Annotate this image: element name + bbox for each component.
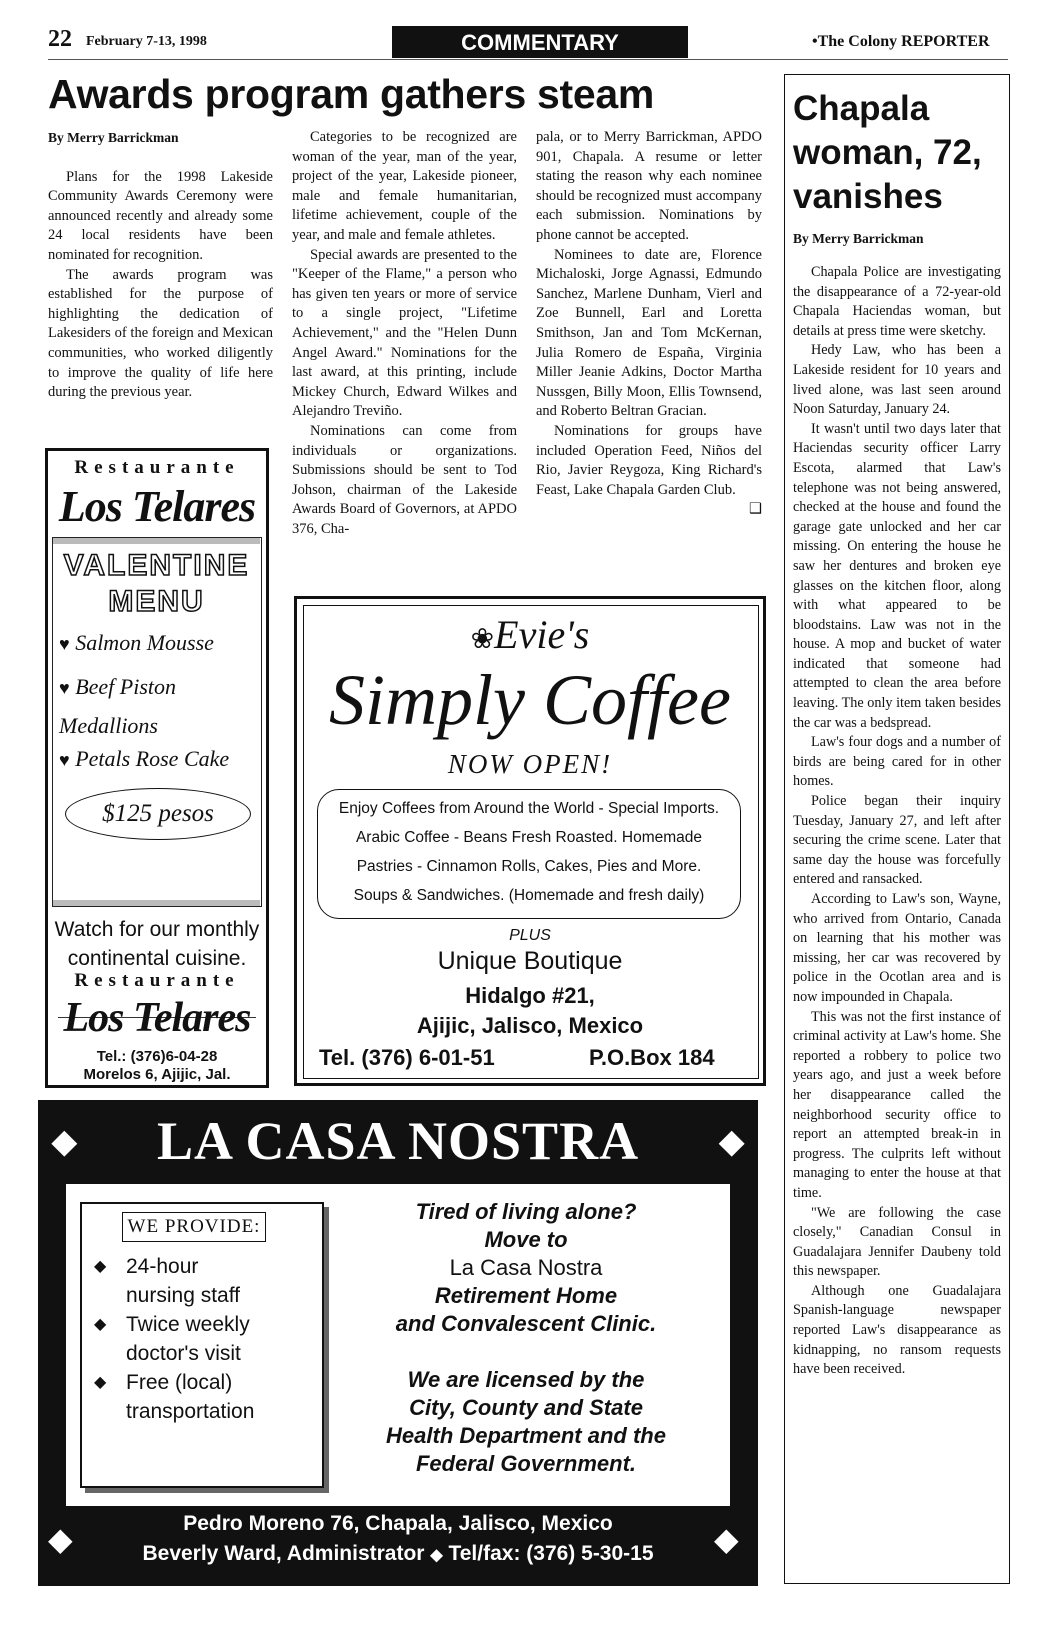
chapala-paragraph: Hedy Law, who has been a Lakeside resident for 10 years and lived alone, was last seen around Noon Saturday, January 24.	[793, 342, 1001, 418]
provide-bullet-text: Free (local) transportation	[126, 1371, 255, 1423]
valentine-panel-shade	[53, 900, 260, 906]
pitch-line: Move to	[484, 1227, 568, 1252]
awards-paragraph: Plans for the 1998 Lakeside Community Awards Ceremony were announced recently and already some 24 local residents have been nominated for recognition.	[48, 168, 273, 263]
license-line: We are licensed by the	[407, 1367, 645, 1392]
price-badge	[65, 788, 251, 840]
page-number: 22	[48, 26, 72, 52]
pitch-line: La Casa Nostra	[449, 1255, 603, 1280]
chapala-paragraph: Police began their inquiry Tuesday, January 27, and left after securing the crime scene. Later that same day the house was forcefully entered and ransacked.	[793, 793, 1001, 888]
page-header	[0, 0, 1057, 60]
awards-paragraph: Nominations can come from individuals or organizations. Submissions should be sent to Tod Johson, chairman of the Lakeside Awards Board of Governors, at APDO 376, Cha-	[292, 422, 517, 537]
chapala-headline	[785, 75, 1009, 219]
menu-item	[59, 630, 259, 656]
chapala-article-box	[784, 74, 1010, 1584]
nostra-footer-contact	[38, 1542, 758, 1566]
plus-label: PLUS	[509, 927, 551, 944]
chapala-headline-line: Chapala	[793, 89, 930, 128]
heart-icon: ♥	[59, 678, 70, 698]
diamond-icon: ◆	[52, 1123, 77, 1159]
restaurante-label-2: Restaurante	[74, 970, 240, 991]
awards-paragraph: Nominees to date are, Florence Michaloski, Jorge Agnassi, Edmundo Sanchez, Marlene Dunham, Vierl and Zoe Bunnell, Earl and Loretta Smithson, Jan and Tom McKernan, Julia Romero de España, Virginia Miller Jeanie Adkins, Doctor Martha Nussgen, Billy Moon, Ellis Townsend, and Roberto Beltran Gracian.	[536, 246, 762, 420]
offer-line: Arabic Coffee - Beans Fresh Roasted. Homemade	[355, 829, 703, 846]
chapala-paragraph: It wasn't until two days later that Haciendas security officer Larry Escota, alarmed that Law's telephone was not being answered, checked at the house and found the garage gate unlocked and her car missing. On entering the house he saw her dentures and broken eye glasses on the kitchen floor, along with what appeared to be bloodstains. Law was not in the house. A mop and bucket of water indicated that someone had attempted to clean the area before leaving. The only item taken besides the car was a bedspread.	[793, 420, 1001, 731]
provide-bullet-text: Twice weekly doctor's visit	[126, 1313, 250, 1365]
evies-label	[297, 611, 763, 658]
pitch-line: Tired of living alone?	[415, 1199, 637, 1224]
pitch-line: Retirement Home	[434, 1283, 618, 1308]
los-telares-logo-2: Los Telares	[63, 995, 251, 1041]
awards-column-1	[48, 128, 273, 403]
chapala-body	[785, 247, 1009, 1380]
provide-bullet	[94, 1310, 314, 1368]
menu-item-text: Petals Rose Cake	[75, 746, 230, 771]
diamond-icon: ◆	[719, 1123, 744, 1159]
telares-phone: Tel.: (376)6-04-28	[96, 1048, 218, 1065]
nostra-license	[334, 1366, 718, 1478]
administrator-text: Beverly Ward, Administrator	[142, 1542, 425, 1565]
provide-bullet-text: 24-hour nursing staff	[126, 1255, 241, 1307]
heart-icon: ♥	[59, 634, 70, 654]
awards-paragraph: pala, or to Merry Barrickman, APDO 901, Chapala. A resume or letter stating the reason why each nominee should be recognized must accompany each submission. Nominations by phone cannot be accepted.	[536, 129, 762, 243]
chapala-paragraph: According to Law's son, Wayne, who arrived from Ontario, Canada on learning that his mother was missing, her car was recovered by police in the Ocotlan area and is now impounded in Chapala.	[793, 891, 1001, 1005]
diamond-bullet-icon: ◆	[94, 1374, 107, 1391]
publication-dot: •	[812, 33, 818, 50]
awards-paragraph	[536, 422, 762, 518]
chapala-paragraph: "We are following the case closely," Canadian Consul in Guadalajara Jennifer Daubeny told this newspaper.	[793, 1204, 1001, 1280]
coffee-offer-box	[317, 789, 741, 919]
issue-date: February 7-13, 1998	[86, 34, 207, 49]
offer-line: Pastries - Cinnamon Rolls, Cakes, Pies and More.	[356, 858, 702, 875]
chapala-paragraph: Chapala Police are investigating the disappearance of a 72-year-old Chapala Haciendas woman, but details at press time were sketchy.	[793, 264, 1001, 339]
diamond-icon: ◆	[48, 1521, 73, 1557]
diamond-bullet-icon: ◆	[94, 1316, 107, 1333]
nostra-title: LA CASA NOSTRA	[156, 1111, 640, 1171]
menu-item-text: Salmon Mousse	[75, 630, 214, 655]
la-casa-nostra-ad	[38, 1100, 758, 1586]
awards-paragraph-text: Nominations for groups have included Operation Feed, Niños del Rio, Javier Reygoza, King Richard's Feast, Lake Chapala Garden Club.	[536, 422, 762, 498]
menu-item	[59, 746, 259, 772]
we-provide-box	[80, 1202, 324, 1488]
diamond-bullet-icon: ◆	[94, 1258, 107, 1275]
nostra-title-bar	[38, 1106, 758, 1176]
header-rule	[48, 59, 1008, 60]
offer-line: Soups & Sandwiches. (Homemade and fresh daily)	[353, 887, 705, 904]
publication-name-text: The Colony REPORTER	[817, 33, 990, 50]
awards-paragraph: Special awards are presented to the "Keeper of the Flame," a person who has given ten years or more of service to a single project, "Lifetime Achievement," and the "Helen Dunn Angel Award." Nominations for the last award, at this printing, include Mickey Church, Edward Wilkes and Alejandro Treviño.	[292, 246, 517, 420]
awards-column-3	[536, 128, 762, 520]
section-label-text: COMMENTARY	[461, 30, 619, 55]
offer-line: Enjoy Coffees from Around the World - Special Imports.	[338, 800, 720, 817]
pitch-line: and Convalescent Clinic.	[395, 1311, 657, 1336]
restaurante-label: Restaurante	[74, 457, 240, 478]
chapala-byline: By Merry Barrickman	[793, 231, 924, 246]
license-line: City, County and State	[409, 1395, 643, 1420]
awards-column-2	[292, 128, 517, 539]
coffee-address-1: Hidalgo #21,	[465, 983, 595, 1008]
we-provide-label	[122, 1212, 266, 1242]
chapala-paragraph: Law's four dogs and a number of birds are being cared for in other homes.	[793, 734, 1001, 790]
license-line: Health Department and the	[386, 1423, 666, 1448]
valentine-panel	[52, 537, 262, 907]
coffee-address-2: Ajijic, Jalisco, Mexico	[416, 1013, 644, 1038]
awards-byline: By Merry Barrickman	[48, 130, 179, 145]
end-mark: ❑	[749, 501, 762, 518]
diamond-icon: ◆	[430, 1547, 443, 1564]
chapala-paragraph: Although one Guadalajara Spanish-language newspaper reported Law's disappearance as kidnapping, no ransom requests have been received.	[793, 1282, 1001, 1378]
awards-headline: Awards program gathers steam	[48, 71, 655, 117]
valentine-panel-shade	[53, 538, 260, 544]
chapala-headline-line: woman, 72,	[793, 133, 982, 172]
valentine-heading: VALENTINE	[63, 549, 250, 582]
awards-paragraph: Categories to be recognized are woman of the year, man of the year, project of the year, Lakeside pioneer, male and female humanitarian, lifetime achievement, couple of the year, and male and female athletes.	[292, 129, 517, 243]
flower-icon: ❀	[470, 624, 495, 655]
now-open-label: NOW OPEN!	[447, 749, 613, 779]
nostra-content-panel	[66, 1184, 730, 1506]
chapala-paragraph: This was not the first instance of criminal activity at Law's home. She reported a robbery to police two years ago, and just a week before her disappearance called the neighborhood security office to report an attempted break-in in progress. The culprits left without managing to enter the house at that time.	[793, 1008, 1001, 1201]
awards-paragraph: The awards program was established for the purpose of highlighting the dedication of Lakesiders of the foreign and Mexican communities, who worked diligently to improve the quality of life here during the previous year.	[48, 266, 273, 401]
menu-item	[59, 668, 259, 745]
los-telares-logo: Los Telares	[58, 482, 256, 531]
coffee-pobox: P.O.Box 184	[589, 1045, 715, 1070]
menu-heading: MENU	[108, 585, 205, 618]
telares-address: Morelos 6, Ajijic, Jal.	[83, 1066, 231, 1083]
unique-boutique-label: Unique Boutique	[437, 947, 623, 975]
nostra-footer-address: Pedro Moreno 76, Chapala, Jalisco, Mexico	[183, 1512, 613, 1535]
simply-coffee-ad	[294, 596, 766, 1086]
monthly-cuisine-note: Watch for our monthly continental cuisine.	[54, 918, 260, 970]
price-text: $125 pesos	[102, 800, 214, 827]
nostra-pitch	[334, 1198, 718, 1338]
section-label	[392, 26, 688, 58]
provide-bullet	[94, 1368, 314, 1426]
menu-item-text: Beef Piston Medallions	[59, 674, 176, 738]
we-provide-text: WE PROVIDE:	[127, 1216, 261, 1237]
simply-coffee-title: Simply Coffee	[329, 660, 731, 740]
provide-bullet	[94, 1252, 314, 1310]
tel-fax-text: Tel/fax: (376) 5-30-15	[448, 1542, 654, 1565]
license-line: Federal Government.	[415, 1451, 637, 1476]
heart-icon: ♥	[59, 750, 70, 770]
los-telares-ad	[45, 448, 269, 1088]
publication-name	[812, 33, 990, 51]
coffee-phone: Tel. (376) 6-01-51	[319, 1045, 495, 1070]
evies-text: Evie's	[494, 612, 590, 657]
chapala-headline-line: vanishes	[793, 177, 943, 216]
diamond-icon: ◆	[714, 1521, 739, 1557]
